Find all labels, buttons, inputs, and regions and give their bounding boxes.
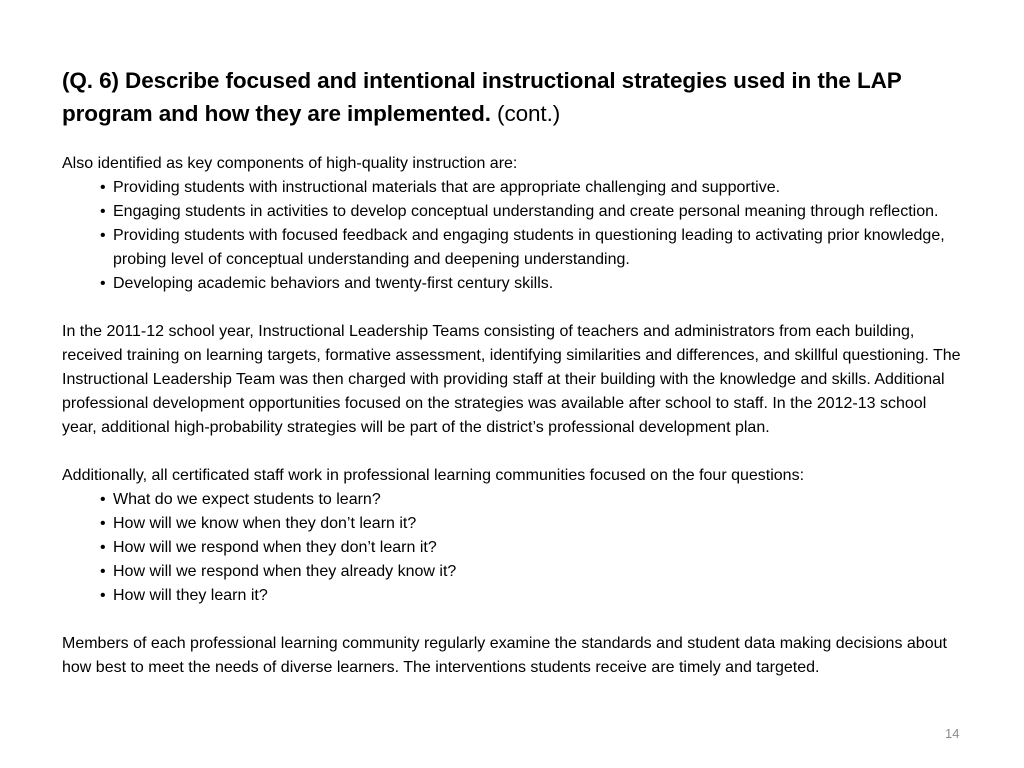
list-item-text: Engaging students in activities to develop conceptual understanding and create personal meaning through reflection.: [113, 203, 939, 220]
components-intro: Also identified as key components of high-quality instruction are:: [62, 155, 518, 172]
bullet-icon: •: [100, 515, 106, 532]
slide-title: [62, 64, 962, 130]
spacer: [62, 296, 962, 320]
training-paragraph: In the 2011-12 school year, Instructional Leadership Teams consisting of teachers and administrators from each building, received training on learning targets, formative assessment, identifying similarities and differences, and skillful questioning. The Instructional Leadership Team was then charged with providing staff at their building with the knowledge and skills. Additional professional development opportunities focused on the strategies was available after school to staff. In the 2012-13 school year, additional high-probability strategies will be part of the district’s professional development plan.: [62, 323, 961, 436]
list-item: [100, 224, 962, 272]
bullet-icon: •: [100, 563, 106, 580]
list-item-text: What do we expect students to learn?: [113, 491, 381, 508]
closing-paragraph: Members of each professional learning community regularly examine the standards and student data making decisions about how best to meet the needs of diverse learners. The interventions students receive are timely and targeted.: [62, 635, 947, 676]
list-item-text: Providing students with focused feedback and engaging students in questioning leading to activating prior knowledge, probing level of conceptual understanding and deepening understanding.: [113, 227, 945, 268]
list-item-text: How will we know when they don’t learn it?: [113, 515, 417, 532]
bullet-icon: •: [100, 203, 106, 220]
slide-content: [62, 64, 962, 680]
list-item-text: Providing students with instructional materials that are appropriate challenging and supportive.: [113, 179, 781, 196]
bullet-icon: •: [100, 275, 106, 292]
list-item: [100, 512, 962, 536]
list-item-text: How will they learn it?: [113, 587, 268, 604]
bullet-icon: •: [100, 587, 106, 604]
list-item: [100, 560, 962, 584]
components-list: [62, 176, 962, 296]
list-item: [100, 272, 962, 296]
spacer: [62, 440, 962, 464]
spacer: [62, 608, 962, 632]
list-item: [100, 176, 962, 200]
title-main: (Q. 6) Describe focused and intentional instructional strategies used in the LAP program and how they are implemented.: [62, 68, 902, 126]
questions-list: [62, 488, 962, 608]
page-number: 14: [945, 726, 960, 741]
plc-intro: Additionally, all certificated staff work in professional learning communities focused on the four questions:: [62, 467, 805, 484]
list-item: [100, 488, 962, 512]
list-item: [100, 584, 962, 608]
list-item-text: How will we respond when they don’t learn it?: [113, 539, 437, 556]
list-item-text: Developing academic behaviors and twenty-first century skills.: [113, 275, 554, 292]
list-item: [100, 536, 962, 560]
list-item: [100, 200, 962, 224]
bullet-icon: •: [100, 491, 106, 508]
list-item-text: How will we respond when they already know it?: [113, 563, 457, 580]
bullet-icon: •: [100, 539, 106, 556]
bullet-icon: •: [100, 179, 106, 196]
title-suffix: (cont.): [497, 101, 561, 126]
bullet-icon: •: [100, 227, 106, 244]
